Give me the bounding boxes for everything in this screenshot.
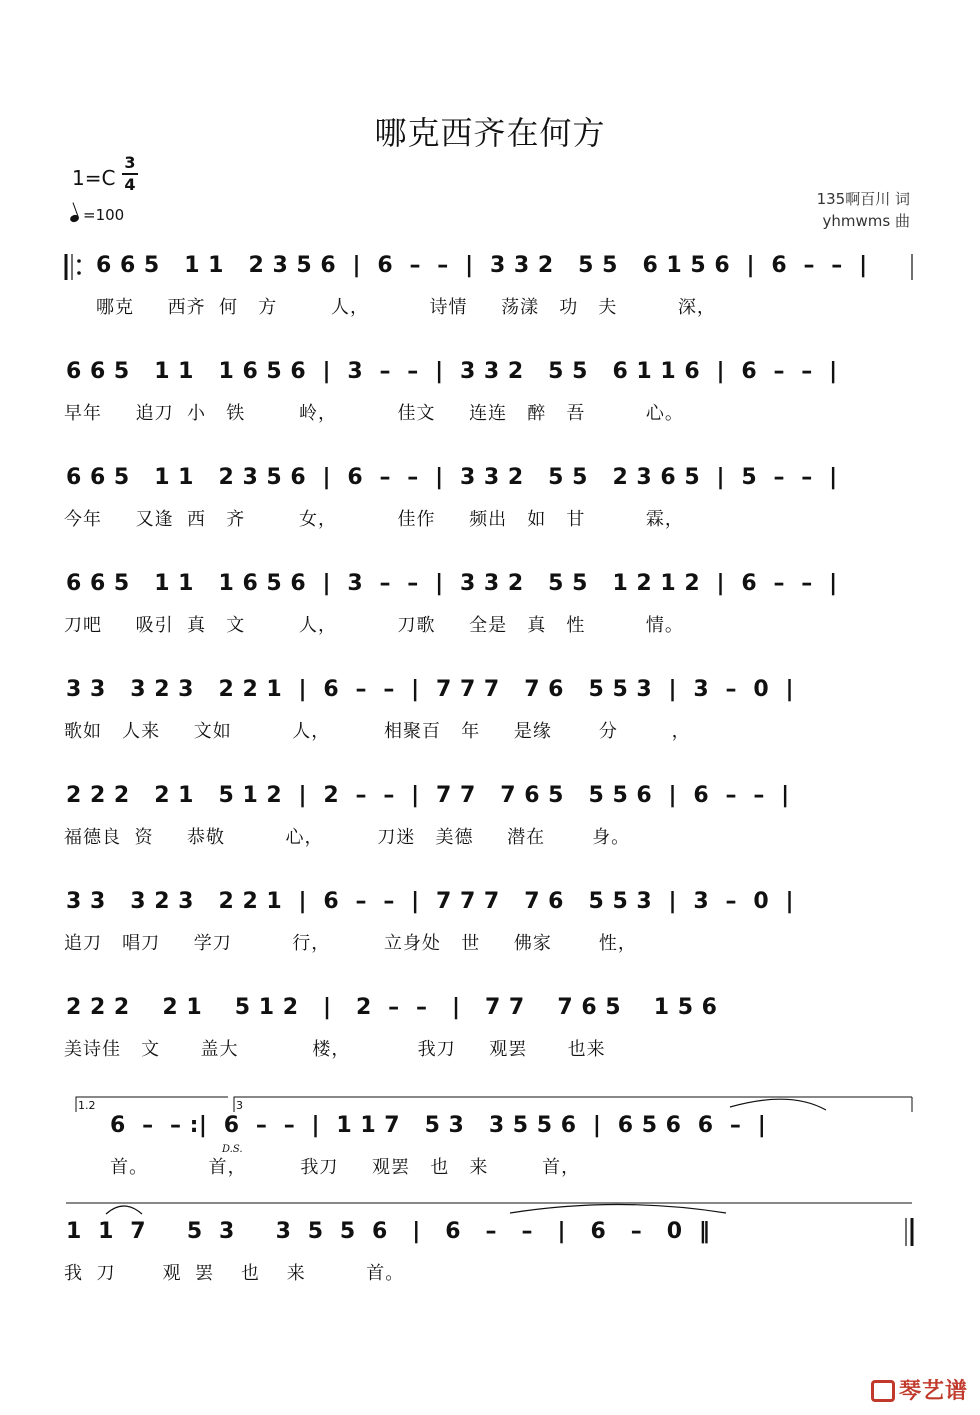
composer-credit: yhmwms 曲 [822, 212, 910, 230]
key-signature: 1=C [72, 166, 116, 190]
notes-row-2: 6 6 5 1 1 1 6 5 6 | 3 – – | 3 3 2 5 5 6 1 1 6 | 6 – – | [66, 359, 838, 384]
piano-logo-icon [871, 1380, 895, 1402]
watermark-text: 琴艺谱 [898, 1379, 968, 1404]
notes-row-4: 6 6 5 1 1 1 6 5 6 | 3 – – | 3 3 2 5 5 1 2 1 2 | 6 – – | [66, 571, 838, 596]
notes-row-10: 1 1 7 5 3 3 5 5 6 | 6 – – | 6 – 0 ‖ [66, 1219, 711, 1244]
meter-top: 3 [124, 153, 136, 172]
watermark-logo [871, 1374, 968, 1405]
volta-first-label: 1.2 [78, 1099, 96, 1112]
notes-row-5: 3 3 3 2 3 2 2 1 | 6 – – | 7 7 7 7 6 5 5 3 | 3 – 0 | [66, 677, 794, 702]
lyrics-row-5: 歌如 人来 文如 人， 相聚百 年 是缘 分 ， [64, 721, 691, 742]
lyrics-row-7: 追刀 唱刀 学刀 行， 立身处 世 佛家 性， [64, 933, 637, 954]
notes-row-9: 6 – – :| 6 – – | 1 1 7 5 3 3 5 5 6 | 6 5 6 6 – | [110, 1113, 767, 1138]
page-title: 哪克西齐在何方 [374, 114, 606, 152]
lyricist-credit: 135啊百川 词 [816, 190, 910, 208]
lyrics-row-9: 首。 首， 我刀 观罢 也 来 首， [90, 1157, 581, 1178]
meter-bottom: 4 [124, 175, 136, 194]
notes-row-8: 2 2 2 2 1 5 1 2 | 2 – – | 7 7 7 6 5 1 5 6 [66, 995, 718, 1020]
tempo-value: =100 [83, 206, 125, 224]
notes-row-7: 3 3 3 2 3 2 2 1 | 6 – – | 7 7 7 7 6 5 5 3 | 3 – 0 | [66, 889, 794, 914]
lyrics-row-8: 美诗佳 文 盖大 楼， 我刀 观罢 也来 [64, 1039, 606, 1060]
lyrics-row-1: 哪克 西齐 何 方 人， 诗情 荡漾 功 夫 深， [96, 297, 716, 318]
notes-row-6: 2 2 2 2 1 5 1 2 | 2 – – | 7 7 7 6 5 5 5 6 | 6 – – | [66, 783, 790, 808]
volta-third-label: 3 [236, 1099, 243, 1112]
lyrics-row-10: 我 刀 观 罢 也 来 首。 [64, 1263, 405, 1284]
lyrics-row-2: 早年 追刀 小 铁 岭， 佳文 连连 醉 吾 心。 [64, 403, 684, 424]
notes-row-1: 6 6 5 1 1 2 3 5 6 | 6 – – | 3 3 2 5 5 6 1 5 6 | 6 – – | [96, 253, 868, 278]
lyrics-row-3: 今年 又逢 西 齐 女， 佳作 频出 如 甘 霖， [64, 509, 684, 530]
lyrics-row-4: 刀吧 吸引 真 文 人， 刀歌 全是 真 性 情。 [64, 615, 684, 636]
lyrics-row-6: 福德良 资 恭敬 心， 刀迷 美德 潜在 身。 [64, 827, 631, 848]
notes-row-3: 6 6 5 1 1 2 3 5 6 | 6 – – | 3 3 2 5 5 2 3 6 5 | 5 – – | [66, 465, 838, 490]
dal-segno-mark: D.S. [222, 1144, 243, 1155]
